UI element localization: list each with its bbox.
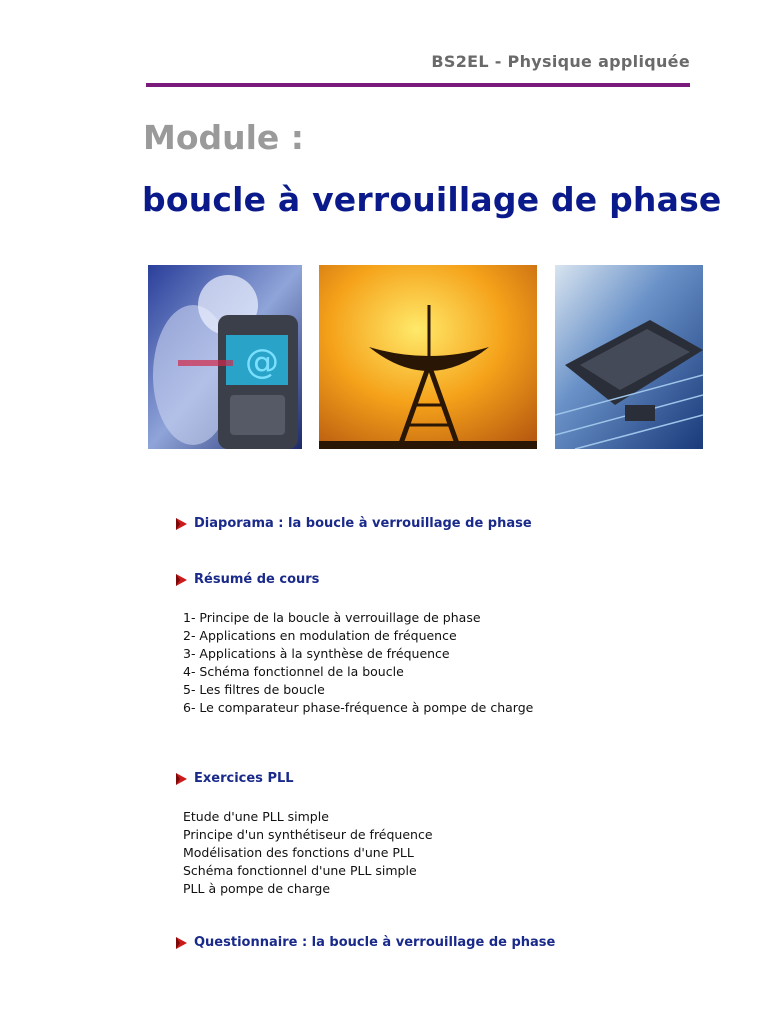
link-questionnaire[interactable] [174, 935, 555, 950]
link-diaporama-label: Diaporama : la boucle à verrouillage de phase [194, 516, 532, 531]
list-item[interactable]: 1- Principe de la boucle à verrouillage de phase [183, 610, 481, 625]
list-item[interactable]: PLL à pompe de charge [183, 881, 331, 896]
resume-list [183, 609, 533, 717]
module-label: Module : [143, 118, 305, 157]
link-exercices[interactable] [174, 771, 294, 786]
list-item[interactable]: 5- Les filtres de boucle [183, 682, 325, 697]
link-resume[interactable] [174, 572, 319, 587]
antenna-image [319, 265, 537, 449]
link-questionnaire-label: Questionnaire : la boucle à verrouillage de phase [194, 935, 556, 950]
list-item[interactable]: 3- Applications à la synthèse de fréquence [183, 646, 450, 661]
link-exercices-label: Exercices PLL [194, 771, 294, 786]
red-triangle-arrow-icon [174, 772, 188, 786]
list-item[interactable]: 6- Le comparateur phase-fréquence à pompe de charge [183, 700, 534, 715]
list-item[interactable]: Etude d'une PLL simple [183, 809, 329, 824]
exercices-list [183, 808, 433, 898]
list-item[interactable]: Principe d'un synthétiseur de fréquence [183, 827, 433, 842]
page-title: boucle à verrouillage de phase [142, 180, 722, 219]
red-triangle-arrow-icon [174, 573, 188, 587]
link-resume-label: Résumé de cours [194, 572, 320, 587]
course-header: BS2EL - Physique appliquée [431, 52, 690, 71]
list-item[interactable]: 2- Applications en modulation de fréquence [183, 628, 457, 643]
circuit-image [555, 265, 703, 449]
phone-image [148, 265, 302, 449]
list-item[interactable]: 4- Schéma fonctionnel de la boucle [183, 664, 404, 679]
list-item[interactable]: Modélisation des fonctions d'une PLL [183, 845, 414, 860]
red-triangle-arrow-icon [174, 936, 188, 950]
red-triangle-arrow-icon [174, 517, 188, 531]
link-diaporama[interactable] [174, 516, 532, 531]
svg-text:@: @ [245, 342, 279, 382]
header-rule [146, 83, 690, 87]
list-item[interactable]: Schéma fonctionnel d'une PLL simple [183, 863, 417, 878]
